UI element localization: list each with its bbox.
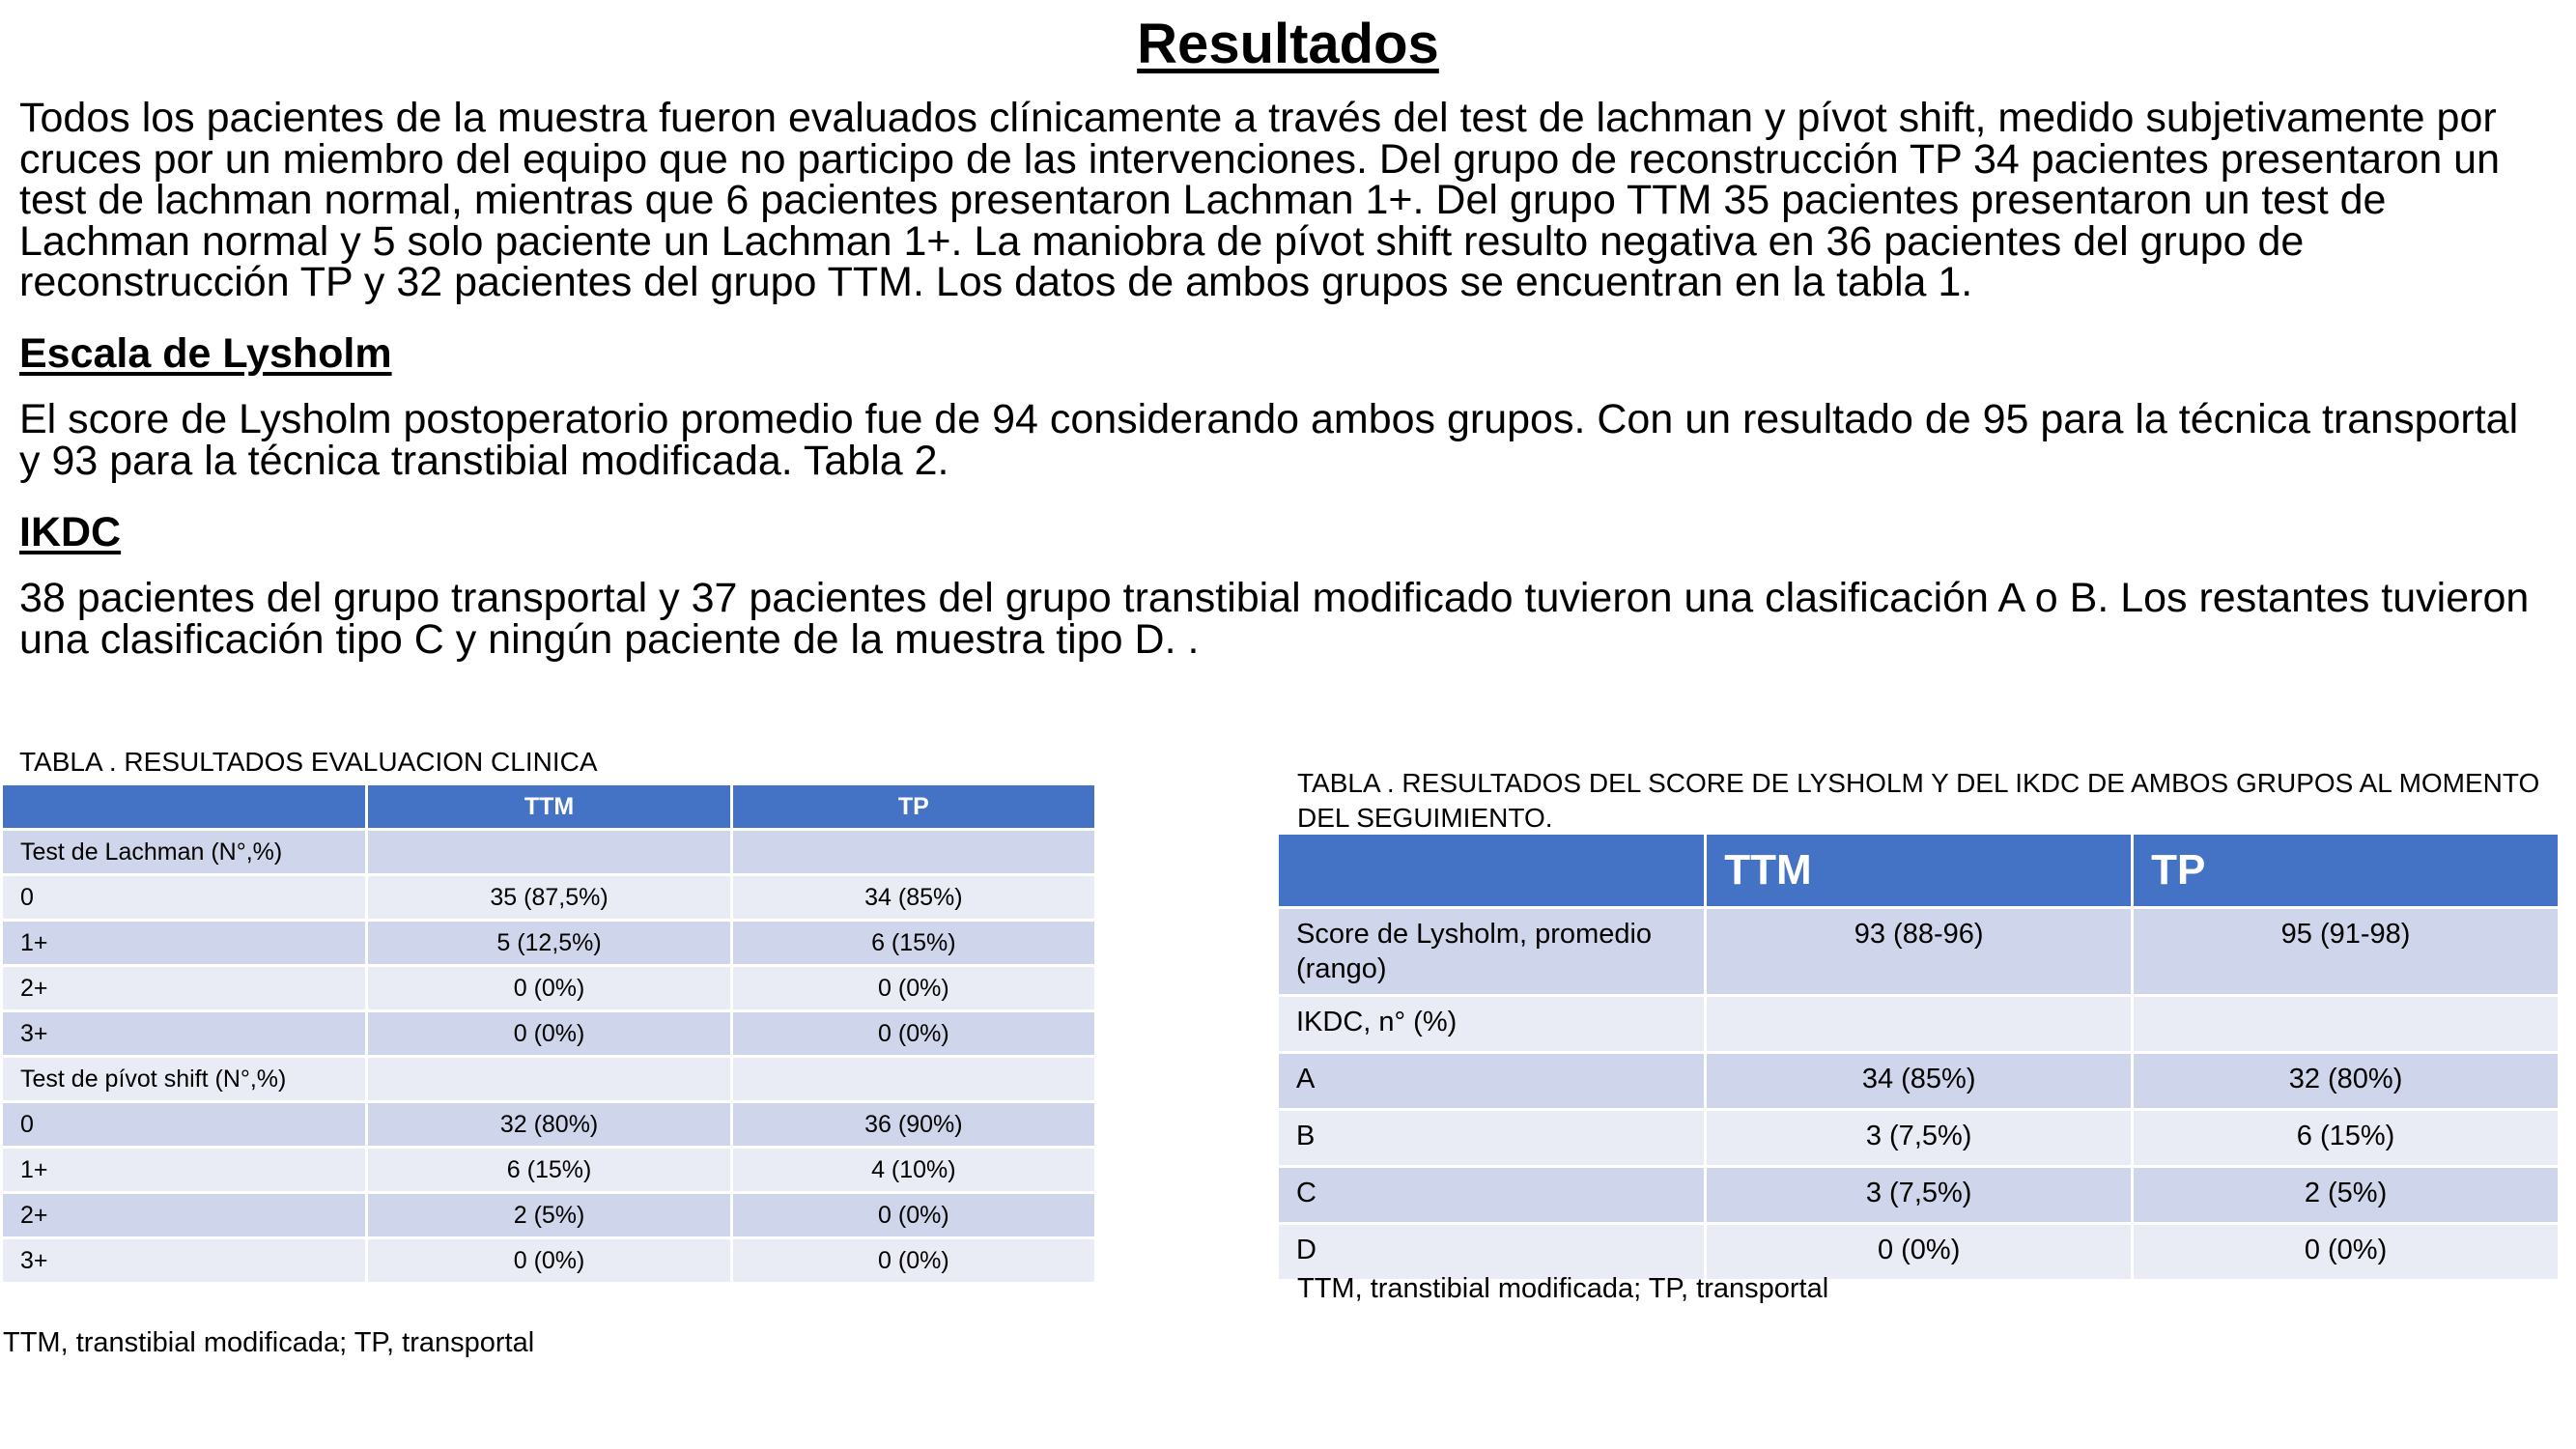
ttm-value: 5 (12,5%) (368, 922, 729, 964)
table-section-row (3, 1058, 1094, 1100)
row-label: C (1279, 1168, 1704, 1222)
table-header-row (3, 785, 1094, 828)
tp-value: 95 (91-98) (2134, 909, 2558, 994)
table-row (3, 876, 1094, 919)
table-row (1279, 1054, 2558, 1108)
ttm-value: 0 (0%) (368, 1239, 729, 1282)
row-label: A (1279, 1054, 1704, 1108)
tp-value: 34 (85%) (733, 876, 1094, 919)
clinical-evaluation-table (0, 782, 1097, 1285)
ikdc-heading: IKDC (19, 509, 122, 555)
table-row (1279, 1111, 2558, 1165)
tp-value: 0 (0%) (733, 1012, 1094, 1055)
table1-caption: TABLA . RESULTADOS EVALUACION CLINICA (19, 747, 598, 777)
tp-value: 0 (0%) (733, 1239, 1094, 1282)
table-row (1279, 1225, 2558, 1279)
row-label: 1+ (3, 1149, 365, 1191)
ttm-value: 35 (87,5%) (368, 876, 729, 919)
tp-value: 2 (5%) (2134, 1168, 2558, 1222)
row-label: IKDC, n° (%) (1279, 997, 1704, 1051)
tp-value: 0 (0%) (733, 1194, 1094, 1236)
lysholm-ikdc-table (1276, 832, 2561, 1282)
table-section-row (3, 831, 1094, 873)
lysholm-heading: Escala de Lysholm (19, 330, 392, 377)
row-label: 3+ (3, 1239, 365, 1282)
table-row (3, 967, 1094, 1009)
intro-paragraph: Todos los pacientes de la muestra fueron evaluados clínicamente a través del test de lachman y pívot shift, medido subjetivamente por cruces por un miembro del equipo que no participo de las intervenciones. Del grupo de reconstrucción TP 34 pacientes presentaron un test de lachman normal, mientras que 6 pacientes presentaron Lachman 1+. Del grupo TTM 35 pacientes presentaron un test de Lachman normal y 5 solo paciente un Lachman 1+. La maniobra de pívot shift resulto negativa en 36 pacientes del grupo de reconstrucción TP y 32 pacientes del grupo TTM. Los datos de ambos grupos se encuentran en la tabla 1. (19, 95, 2501, 305)
table-row (3, 1103, 1094, 1146)
section-label-pivot: Test de pívot shift (N°,%) (3, 1058, 365, 1100)
header-cell (3, 785, 365, 828)
row-label: B (1279, 1111, 1704, 1165)
tp-value: 32 (80%) (2134, 1054, 2558, 1108)
header-cell (1279, 835, 1704, 906)
table-row (3, 1012, 1094, 1055)
lysholm-paragraph: El score de Lysholm postoperatorio promedio fue de 94 considerando ambos grupos. Con un resultado de 95 para la técnica transportal y 93 para la técnica transtibial modificada. Tabla 2. (19, 396, 2519, 484)
ikdc-paragraph: 38 pacientes del grupo transportal y 37 pacientes del grupo transtibial modificado tuvieron una clasificación A o B. Los restantes tuvieron una clasificación tipo C y ningún paciente de la muestra tipo D. . (19, 575, 2530, 663)
ttm-value: 3 (7,5%) (1707, 1111, 2131, 1165)
table2-footnote: TTM, transtibial modificada; TP, transportal (1297, 1273, 1829, 1304)
ttm-value: 0 (0%) (368, 1012, 729, 1055)
header-cell: TP (2134, 835, 2558, 906)
row-label: 2+ (3, 1194, 365, 1236)
header-cell: TTM (368, 785, 729, 828)
ttm-value: 0 (0%) (368, 967, 729, 1009)
tp-value: 4 (10%) (733, 1149, 1094, 1191)
header-cell: TP (733, 785, 1094, 828)
ttm-value: 34 (85%) (1707, 1054, 2131, 1108)
table-row (1279, 997, 2558, 1051)
table-row (3, 1149, 1094, 1191)
table1-footnote: TTM, transtibial modificada; TP, transportal (3, 1327, 535, 1358)
tp-value: 6 (15%) (733, 922, 1094, 964)
ttm-value: 93 (88-96) (1707, 909, 2131, 994)
ttm-value: 0 (0%) (1707, 1225, 2131, 1279)
row-label: 0 (3, 1103, 365, 1146)
table-row (3, 1239, 1094, 1282)
ttm-value: 3 (7,5%) (1707, 1168, 2131, 1222)
table-header-row (1279, 835, 2558, 906)
ttm-value: 6 (15%) (368, 1149, 729, 1191)
table-row (3, 922, 1094, 964)
tp-value (2134, 997, 2558, 1051)
table2-caption: TABLA . RESULTADOS DEL SCORE DE LYSHOLM Y DEL IKDC DE AMBOS GRUPOS AL MOMENTO DEL SEGUIMIENTO. (1297, 768, 2540, 833)
header-cell: TTM (1707, 835, 2131, 906)
table-row (1279, 909, 2558, 994)
tp-value: 0 (0%) (733, 967, 1094, 1009)
page-title: Resultados (1137, 13, 1439, 75)
row-label: 1+ (3, 922, 365, 964)
tp-value: 0 (0%) (2134, 1225, 2558, 1279)
row-label: 3+ (3, 1012, 365, 1055)
ttm-value (1707, 997, 2131, 1051)
ttm-value: 2 (5%) (368, 1194, 729, 1236)
row-label: 2+ (3, 967, 365, 1009)
section-label-lachman: Test de Lachman (N°,%) (3, 831, 365, 873)
ttm-value: 32 (80%) (368, 1103, 729, 1146)
table-row (3, 1194, 1094, 1236)
row-label: 0 (3, 876, 365, 919)
row-label: Score de Lysholm, promedio (rango) (1279, 909, 1704, 994)
row-label: D (1279, 1225, 1704, 1279)
tp-value: 36 (90%) (733, 1103, 1094, 1146)
table-row (1279, 1168, 2558, 1222)
tp-value: 6 (15%) (2134, 1111, 2558, 1165)
